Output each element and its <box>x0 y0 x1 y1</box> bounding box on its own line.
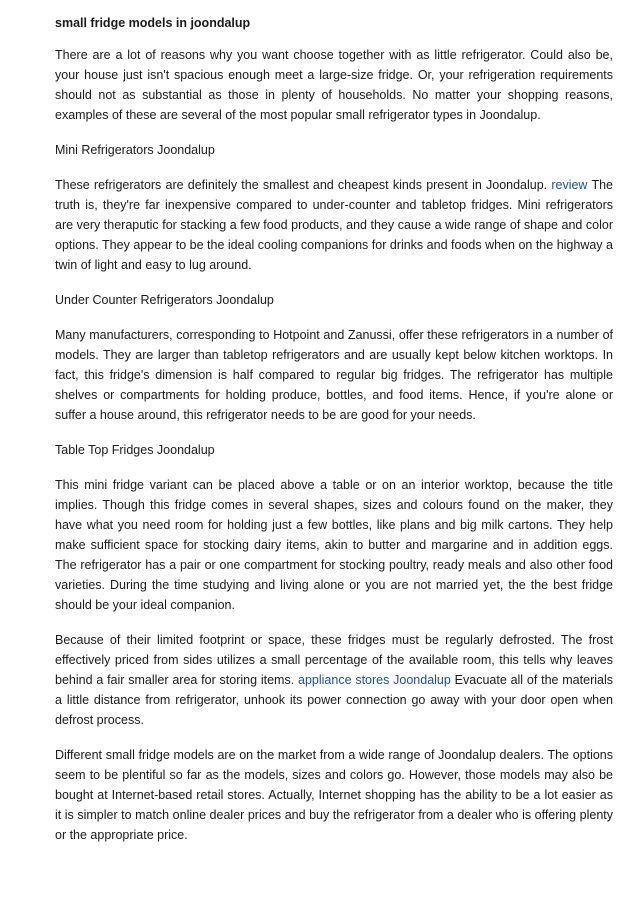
review-link[interactable]: review <box>551 178 588 192</box>
document-title: small fridge models in joondalup <box>55 16 251 30</box>
appliance-stores-link[interactable]: appliance stores Joondalup <box>298 673 451 687</box>
intro-paragraph: There are a lot of reasons why you want choose together with as little refrigerator. Could also be, your house just isn't spacious enough meet a large-size fridge. Or, your refrigeration requirements should not as substantial as those in plenty of households. No matter your shopping reasons, examples of these are several of the most popular small refrigerator types in Joondalup. <box>55 48 613 122</box>
defrost-paragraph-text-a: Because of their limited footprint or space, these fridges must be regularly defrosted. The frost effectively priced from sides utilizes a small percentage of the available room, this tells why leaves behind a fair smaller area for storing items. <box>55 633 613 687</box>
section-heading-table-top: Table Top Fridges Joondalup <box>55 443 215 457</box>
table-top-paragraph: This mini fridge variant can be placed above a table or on an interior worktop, because the title implies. Though this fridge comes in several shapes, sizes and colours found on the maker, they have what you need room for holding just a few bottles, like plans and big milk cartons. They help make sufficient space for stocking dairy items, akin to butter and margarine and in addition eggs. The refrigerator has a pair or one compartment for stocking poultry, ready meals and also other food varieties. During the time studying and living alone or you are not married yet, the the best fridge should be your ideal companion. <box>55 478 613 612</box>
under-counter-paragraph: Many manufacturers, corresponding to Hotpoint and Zanussi, offer these refrigerators in a number of models. They are larger than tabletop refrigerators and are usually kept below kitchen worktops. In fact, this fridge's dimension is half compared to regular big fridges. The refrigerator has multiple shelves or compartments for holding produce, bottles, and food items. Hence, if you're alone or suffer a house around, this refrigerator needs to be are good for your needs. <box>55 328 613 422</box>
dealers-paragraph: Different small fridge models are on the market from a wide range of Joondalup dealers. The options seem to be plentiful so far as the models, sizes and colors go. However, those models may also be bought at Internet-based retail stores. Actually, Internet shopping has the ability to be a lot easier as it is simpler to match online dealer prices and buy the refrigerator from a dealer who is offering plenty or the appropriate price. <box>55 748 613 842</box>
document-page <box>55 14 613 860</box>
mini-paragraph <box>55 175 613 275</box>
defrost-paragraph-text-b: Evacuate all of the materials a little distance from refrigerator, unhook its power connection go away with your door open when defrost process. <box>55 673 613 727</box>
section-heading-under-counter: Under Counter Refrigerators Joondalup <box>55 293 274 307</box>
section-heading-mini: Mini Refrigerators Joondalup <box>55 143 215 157</box>
mini-paragraph-text-b: The truth is, they're far inexpensive compared to under-counter and tabletop fridges. Mini refrigerators are very theraputic for stacking a few food products, and they cause a wide range of shape and color options. They appear to be the ideal cooling companions for drinks and foods when on the highway a twin of light and easy to lug around. <box>55 178 613 272</box>
defrost-paragraph <box>55 630 613 730</box>
mini-paragraph-text-a: These refrigerators are definitely the smallest and cheapest kinds present in Joondalup. <box>55 178 548 192</box>
